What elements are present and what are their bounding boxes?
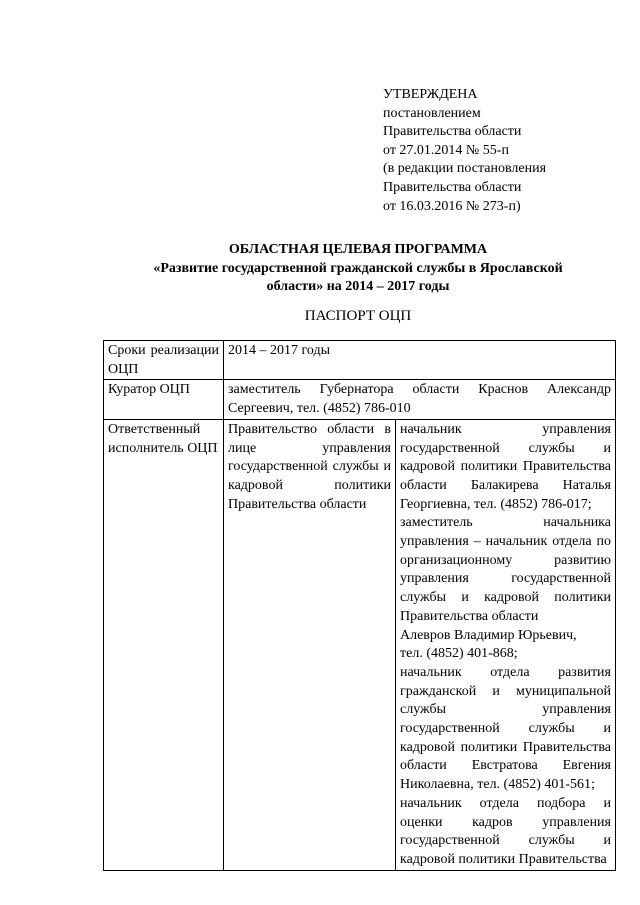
table-row: [104, 419, 616, 870]
responsible-person: начальник отдела развития гражданской и муниципальной службы управления государственной службы и кадровой политики Правительства области Евстратова Евгения Николаевна, тел. (4852) 401-561;: [400, 664, 611, 793]
responsible-person: тел. (4852) 401-868;: [400, 646, 518, 662]
approval-line: от 27.01.2014 № 55-п: [383, 142, 509, 158]
approval-line: (в редакции постановления: [383, 161, 547, 177]
passport-table: [103, 340, 616, 871]
responsible-organization: Правительство области в лице управления государственной службы и кадровой политики Правительства области: [224, 419, 396, 870]
table-row: [104, 341, 616, 380]
responsible-person: начальник управления государственной службы и кадровой политики Правительства области Балакирева Наталья Георгиевна, тел. (4852) 786-017;: [400, 421, 611, 512]
program-heading: [100, 241, 616, 297]
responsible-person: начальник отдела подбора и оценки кадров управления государственной службы и кадровой политики Правительства: [400, 795, 611, 867]
row-value: 2014 – 2017 годы: [224, 341, 616, 380]
row-value: заместитель Губернатора области Краснов Александр Сергеевич, тел. (4852) 786-010: [224, 380, 616, 419]
passport-title: ПАСПОРТ ОЦП: [304, 308, 412, 324]
row-label: Куратор ОЦП: [104, 380, 224, 419]
approval-stamp: [383, 86, 546, 216]
program-heading-line2: «Развитие государственной гражданской службы в Ярославской: [153, 260, 563, 276]
responsible-person: заместитель начальника управления – начальник отдела по организационному развитию управления государственной службы и кадровой политики Правительства области: [400, 515, 611, 624]
approval-line: постановлением: [383, 105, 481, 121]
approval-line: от 16.03.2016 № 273-п): [383, 198, 521, 214]
responsible-person: Алевров Владимир Юрьевич,: [400, 627, 577, 643]
row-label: Ответственный исполнитель ОЦП: [104, 419, 224, 870]
approval-line: Правительства области: [383, 179, 522, 195]
approval-line: УТВЕРЖДЕНА: [383, 87, 478, 102]
table-row: [104, 380, 616, 419]
program-heading-line1: ОБЛАСТНАЯ ЦЕЛЕВАЯ ПРОГРАММА: [228, 242, 488, 257]
approval-line: Правительства области: [383, 124, 522, 140]
program-heading-line3: области» на 2014 – 2017 годы: [266, 279, 450, 294]
responsible-persons: [396, 419, 616, 870]
row-label: Сроки реализации ОЦП: [104, 341, 224, 380]
